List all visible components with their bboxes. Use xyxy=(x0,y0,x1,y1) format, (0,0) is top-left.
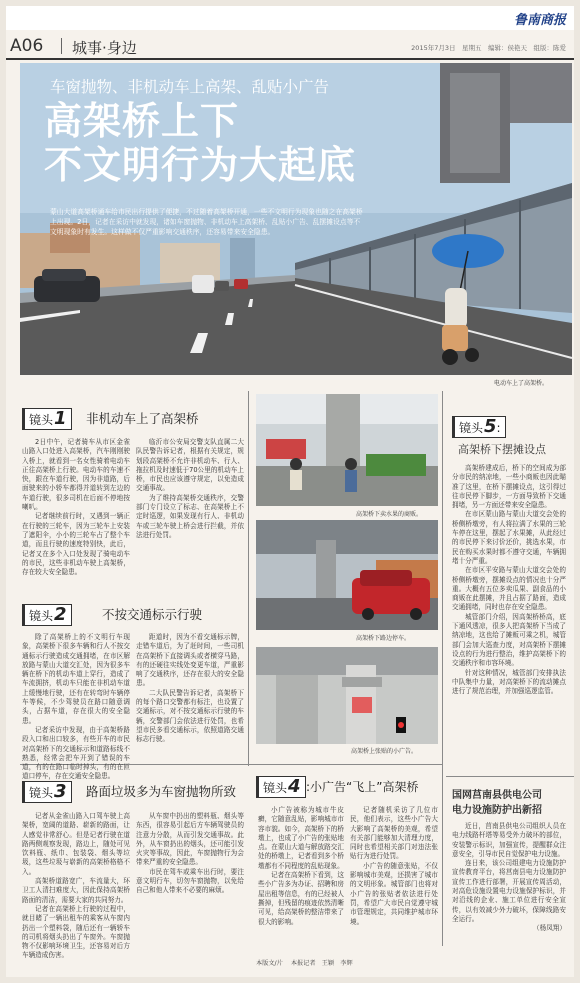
lens-3-col-a xyxy=(22,812,130,960)
lens-5-number: 5 xyxy=(484,416,497,437)
lens-5-tag xyxy=(452,416,506,438)
lens-1-para: 记者继续前行时，又遇到一辆正在行驶的三轮车，因为三轮车上安装了遮阳伞，小小的三轮车占了整个车道，而且行驶的速度特别快，此后，记者又在多个入口处发现了骑电动车的市民，这些非机动车驶上高架桥，存在较大安全隐患。 xyxy=(22,512,130,577)
lens-4-header xyxy=(256,776,441,798)
lens-4-para: 小广告的随意张贴，不仅影响城市美观，还损害了城市的文明形象。城管部门也将对小广告的张贴者依法进行处罚，希望广大市民自觉遵守城市管理规定，共同维护城市环境。 xyxy=(350,861,438,926)
lens-2-header xyxy=(22,604,242,626)
brief-column xyxy=(452,822,566,950)
lens-3-header xyxy=(22,781,247,803)
page-header xyxy=(6,32,574,60)
lens-3-title: 路面垃圾多为车窗抛物所致 xyxy=(86,784,237,799)
lens-1-tag xyxy=(22,408,72,430)
lens-1-para: 2日中午，记者骑车从市区金雀山路入口处进入高架桥，汽车刚刚驶入桥上，就看到一名女性骑着电动车正往高架桥上行驶。电动车的车速不快，跟在车道行驶，因为非道路，后面驶来的小轿车都得并道转到左边的车道行驶，很多司机在后面不停地按喇叭。 xyxy=(22,438,130,512)
hero-kicker: 车窗抛物、非机动车上高架、乱贴小广告 xyxy=(50,78,330,96)
lens-5-column xyxy=(452,464,566,764)
lead-paragraph: 蒙山大道高架桥通车给市民出行提供了便捷，不过随着高架桥开通，一些不文明行为现象也随之在高架桥上出现。2日，记者在采访中就发现，诸如车窗抛物、非机动车上高架桥、乱贴小广告、乱摆摊设点等不文明现象时有发生。这样做不仅严重影响交通秩序，还容易带来安全隐患。 xyxy=(50,208,363,236)
lens-5-para: 针对这种情况，城管部门安排执法中队集中力量，对高架桥下的流动摊点进行了规范治理，并加强巡逻监管。 xyxy=(452,668,566,696)
lens-3-para: 记者从金雀山路入口驾车驶上高架桥，宽阔的道路、崭新的路面，让人感觉非常舒心。但是记者行驶在道路两侧观察发现，路边上，随处可见饮料瓶、纸巾、包装袋、烟头等垃圾，这些垃圾与崭新的高架桥格格不入。 xyxy=(22,812,130,876)
headline-line-1: 高架桥上下 xyxy=(44,98,240,143)
photo-1-caption: 高架桥下卖水果的商贩。 xyxy=(356,511,423,518)
masthead xyxy=(6,6,574,30)
lens-3-col-b xyxy=(136,812,244,952)
lens-2-title: 不按交通标示行驶 xyxy=(102,607,203,622)
lens-4-title: :小广告“飞上”高架桥 xyxy=(306,780,419,794)
lens-3-label: 镜头 xyxy=(29,786,54,800)
lens-3-para: 从车窗中扔出的塑料瓶、烟头等东西，很容易引起后方车辆驾驶员的注意力分散，从而引发交通事故。此外，从车窗扔出的烟头，还可能引发火灾等事故，因此，车窗抛物行为会带来严重的安全隐患。 xyxy=(136,812,244,867)
lens-5-para: 城管部门介绍，因高架桥桥高，底下通风透凉，很多人把高架桥下当成了纳凉地，这也给了摊贩可乘之机，城管部门会加大巡查力度，对高架桥下摆摊设点的行为进行整治，维护高架桥下的交通秩序和市容环境。 xyxy=(452,612,566,668)
lens-1-title: 非机动车上了高架桥 xyxy=(86,411,199,426)
footer-photo-credit: 本版文/片 xyxy=(256,960,283,967)
column-divider-right xyxy=(442,391,443,946)
brief-title-1: 国网莒南县供电公司 xyxy=(452,790,542,801)
lens-4-label: 镜头 xyxy=(263,781,288,795)
lens-1-number: 1 xyxy=(54,408,67,429)
lens-4-para: 记者在高架桥下看到，这些小广告多为办证、招聘和房屋出租等信息，有的已经被人撕掉，但残留的痕迹依然清晰可见，给高架桥的整洁带来了很大的影响。 xyxy=(258,871,344,926)
brief-para: 连日来，该公司组建电力设施防护宣传教育平台，将莒南县电力设施防护宣传工作进行部署，开展宣传周活动，对高危设施设置电力设施保护标识，并对沿线的企业、施工单位进行安全宣传，以有效减少外力破坏，保障线路安全运行。 xyxy=(452,859,566,923)
lens-3-para: 高架桥道路宽广，车流量大，环卫工人清扫难度大，因此保持高架桥路面的清洁，需要大家的共同努力。 xyxy=(22,877,130,904)
lens-2-para: 距道时，因为不看交通标示牌，走错车道后，为了赶时间，一些司机在高架桥下直接调头或者横穿马路，有的还硬往实线处变更车道，严重影响了交通秩序，还存在很大的安全隐患。 xyxy=(136,633,244,688)
column-divider-left xyxy=(248,391,249,766)
lens-4-col-b xyxy=(350,806,438,950)
lens-4-number: 4 xyxy=(288,776,301,797)
brief-signoff: （杨凤翔） xyxy=(533,924,566,933)
brief-title-2: 电力设施防护出新招 xyxy=(452,805,542,816)
lens-2-para: 二大队民警告诉记者，高架桥下的每个路口交警都有标注，也设置了交通标示，对不按交通标示行驶的车辆，交警部门会依法进行处罚，也希望市民多看交通标示，依照道路交通标志行驶。 xyxy=(136,688,244,744)
photo-3-caption: 高架桥上张贴的小广告。 xyxy=(351,748,418,755)
photo-small-ads xyxy=(256,647,438,744)
page-footer xyxy=(256,958,359,967)
lens-5-label: 镜头 xyxy=(459,421,484,435)
lens-3-tag xyxy=(22,781,72,803)
hero-caption: 电动车上了高架桥。 xyxy=(494,380,549,387)
lens-4-col-a xyxy=(258,806,344,950)
lens-1-header xyxy=(22,408,242,430)
photo-roadside-parking xyxy=(256,520,438,630)
brief-divider xyxy=(446,776,574,777)
lens-2-label: 镜头 xyxy=(29,609,54,623)
issue-meta: 2015年7月3日 星期五 编辑：侯艳天 组版：陈爱 xyxy=(411,44,566,52)
brief-para: 近日，莒南县供电公司组织人员在电力线路杆塔等易受外力破坏的部位，安装警示标识，加强宣传，提醒群众注意安全，引导市民自觉保护电力设施。 xyxy=(452,822,566,858)
lens-5-para: 在市区蒙山路与蒙山大道交会处的桥侧桥墩旁，有人将拉满了水果的三轮车停在这里，摆起了水果摊，从此经过的市民停下来讨价还价，挑选水果，市民在购买水果时都不遵守交通，车辆拥堵十分严重。 xyxy=(452,510,566,565)
lens-4-tag xyxy=(256,776,306,798)
lens-2-para: 记者采访中发现，由于高架桥路段入口和出口较多，有些开车的市民对高架桥下的交通标示和道路标线不熟悉，经常会把车开到了错误的车道，有的在路口临时掉头，有的在匝道口停车，存在交通安全隐患。 xyxy=(22,725,130,781)
lens-2-number: 2 xyxy=(54,604,67,625)
lens-2-para: 除了高架桥上的不文明行车现象，高架桥下很多车辆和行人不按交通标示行驶造成交通拥堵，在市区解放路与蒙山大道交汇处，因为很多车辆在桥下的机动车道上穿行，造成了车流拥挤，机动车只能在非机动车道上缓慢地行驶，还有在转弯时车辆停车等候，不少驾驶员在路口随意调头，占据车道，存在很大的安全隐患。 xyxy=(22,633,130,725)
footer-reporters: 本报记者 王颖 李辉 xyxy=(290,960,353,967)
lens-3-para: 市民在驾车或乘车出行时，要注意文明行车，切勿车窗抛物，以免给自己和他人带来不必要的麻烦。 xyxy=(136,867,244,895)
lens-2-tag xyxy=(22,604,72,626)
newspaper-logo: 鲁南商报 xyxy=(513,13,566,28)
lens-5-para: 在市区平安路与蒙山大道交会处的桥侧桥墩旁，摆摊设点的情况也十分严重。大概有五位多卖瓜果、副食品的小商贩在此摆摊，并且占据了路面，造成交通拥堵，同时也存在安全隐患。 xyxy=(452,566,566,612)
lens-1-col-a xyxy=(22,438,130,596)
page-number: A06 xyxy=(10,36,44,56)
section-name: 城事·身边 xyxy=(72,39,137,57)
lens-1-para: 临沂市公安局交警支队直属二大队民警告诉记者，根据有关规定，规划段高架桥不允许非机动车、行人、拖拉机及时速低于70公里的机动车上桥，市民也应该遵守规定，以免造成交通事故。 xyxy=(136,438,244,493)
lens-5-para: 高架桥建成后，桥下的空间成为部分市民的纳凉地，一些小商贩也因此瞄准了这里，在桥下摆摊设点，这引得过往市民停下脚步，一方面导致桥下交通拥堵，另一方面还带来安全隐患。 xyxy=(452,464,566,510)
lens-5-header xyxy=(452,416,572,438)
lens-5-colon: : xyxy=(496,421,501,435)
lens-3-number: 3 xyxy=(54,781,67,802)
lens-2-col-b xyxy=(136,633,244,761)
header-divider xyxy=(61,38,62,54)
lens-3-para: 记者在高架桥上行驶的过程中，就目睹了一辆出租车的乘客从车窗内扔出一个塑料袋，随后还有一辆轿车的司机将烟头扔出了车窗外。车窗抛物不仅影响环境卫生，还容易对后方车辆造成伤害。 xyxy=(22,904,130,960)
photo-fruit-vendors xyxy=(256,394,438,506)
lens-1-col-b xyxy=(136,438,244,596)
lens-4-para: 小广告被称为城市牛皮癣，它随意乱贴，影响城市市容市貌。如今，高架桥下的桥墩上，也成了小广告的张贴地点。在蒙山大道与解放路交汇处的桥墩上，记者看到多个桥墩都有不同程度的乱贴现象。 xyxy=(258,806,344,870)
lens-4-para: 记者随机采访了几位市民，他们表示，这些小广告大大影响了高架桥的美观，希望有关部门能够加大清理力度，同时也希望相关部门对违法张贴行为进行处罚。 xyxy=(350,806,438,861)
lens-2-col-a xyxy=(22,633,130,781)
headline-line-2: 不文明行为大起底 xyxy=(44,142,357,187)
lens-5-title: 高架桥下摆摊设点 xyxy=(458,443,546,456)
newspaper-page xyxy=(6,6,574,977)
lens-1-label: 镜头 xyxy=(29,413,54,427)
lens-1-para: 为了维持高架桥交通秩序，交警部门专门设立了标志、在高架桥上不定时巡逻，如果发现有行人、非机动车或三轮车驶上桥会进行拦截，并依法进行处罚。 xyxy=(136,493,244,539)
photo-2-caption: 高架桥下路边停车。 xyxy=(356,635,411,642)
hero-photo xyxy=(20,63,572,375)
